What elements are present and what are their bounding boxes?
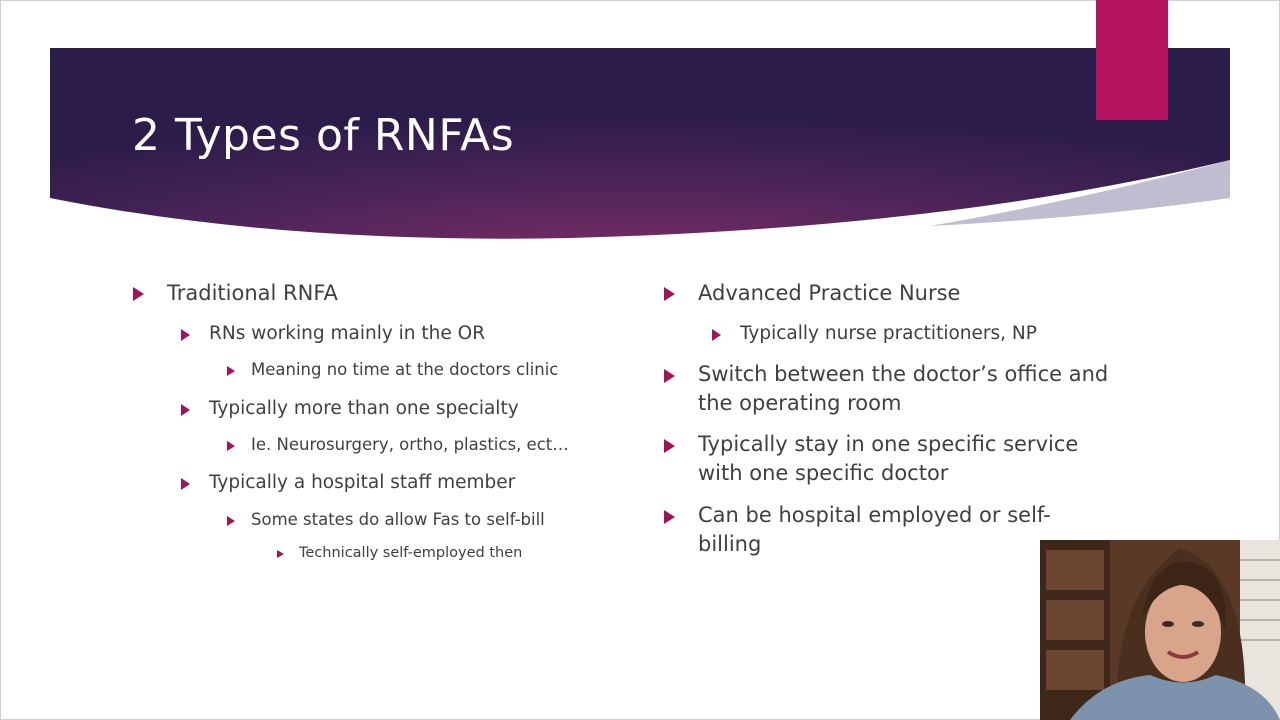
bullet-text: Typically more than one specialty — [209, 398, 519, 419]
bullet-text: Can be hospital employed or self-billing — [698, 503, 1051, 556]
bullet-level3 — [251, 435, 569, 454]
triangle-right-icon — [227, 441, 235, 451]
triangle-right-icon — [277, 550, 284, 558]
bullet-level2 — [740, 323, 1037, 344]
presenter-video — [1040, 540, 1280, 720]
bullet-level2 — [209, 398, 519, 419]
bullet-level2 — [209, 323, 485, 344]
bullet-level1 — [167, 281, 338, 305]
bullet-level2 — [209, 472, 515, 493]
triangle-right-icon — [227, 516, 235, 526]
triangle-right-icon — [664, 439, 675, 453]
bullet-level1 — [698, 281, 960, 305]
bullet-text: Technically self-employed then — [299, 545, 523, 561]
slide-title: 2 Types of RNFAs — [132, 110, 515, 161]
triangle-right-icon — [227, 366, 235, 376]
bullet-text: Switch between the doctor’s office and the operating room — [698, 362, 1109, 415]
triangle-right-icon — [133, 287, 144, 301]
bullet-text: Meaning no time at the doctors clinic — [251, 360, 559, 379]
bullet-text: RNs working mainly in the OR — [209, 323, 486, 344]
bullet-text: Advanced Practice Nurse — [698, 281, 961, 305]
bullet-level3 — [251, 510, 545, 529]
triangle-right-icon — [712, 329, 721, 341]
bullet-level4 — [299, 545, 522, 561]
bullet-level1 — [698, 430, 1128, 488]
triangle-right-icon — [664, 510, 675, 524]
presenter-video-thumbnail — [1040, 540, 1280, 720]
triangle-right-icon — [181, 404, 190, 416]
bullet-level3 — [251, 360, 558, 379]
bullet-text: Some states do allow Fas to self-bill — [251, 510, 545, 529]
bullet-text: Ie. Neurosurgery, ortho, plastics, ect… — [251, 435, 569, 454]
triangle-right-icon — [181, 329, 190, 341]
bullet-text: Traditional RNFA — [167, 281, 338, 305]
bullet-level1 — [698, 360, 1118, 418]
bullet-text: Typically nurse practitioners, NP — [740, 323, 1037, 344]
triangle-right-icon — [664, 369, 675, 383]
accent-bar — [1096, 0, 1168, 120]
bullet-text: Typically stay in one specific service with one specific doctor — [698, 432, 1079, 485]
bullet-text: Typically a hospital staff member — [209, 472, 516, 493]
triangle-right-icon — [664, 287, 675, 301]
triangle-right-icon — [181, 478, 190, 490]
